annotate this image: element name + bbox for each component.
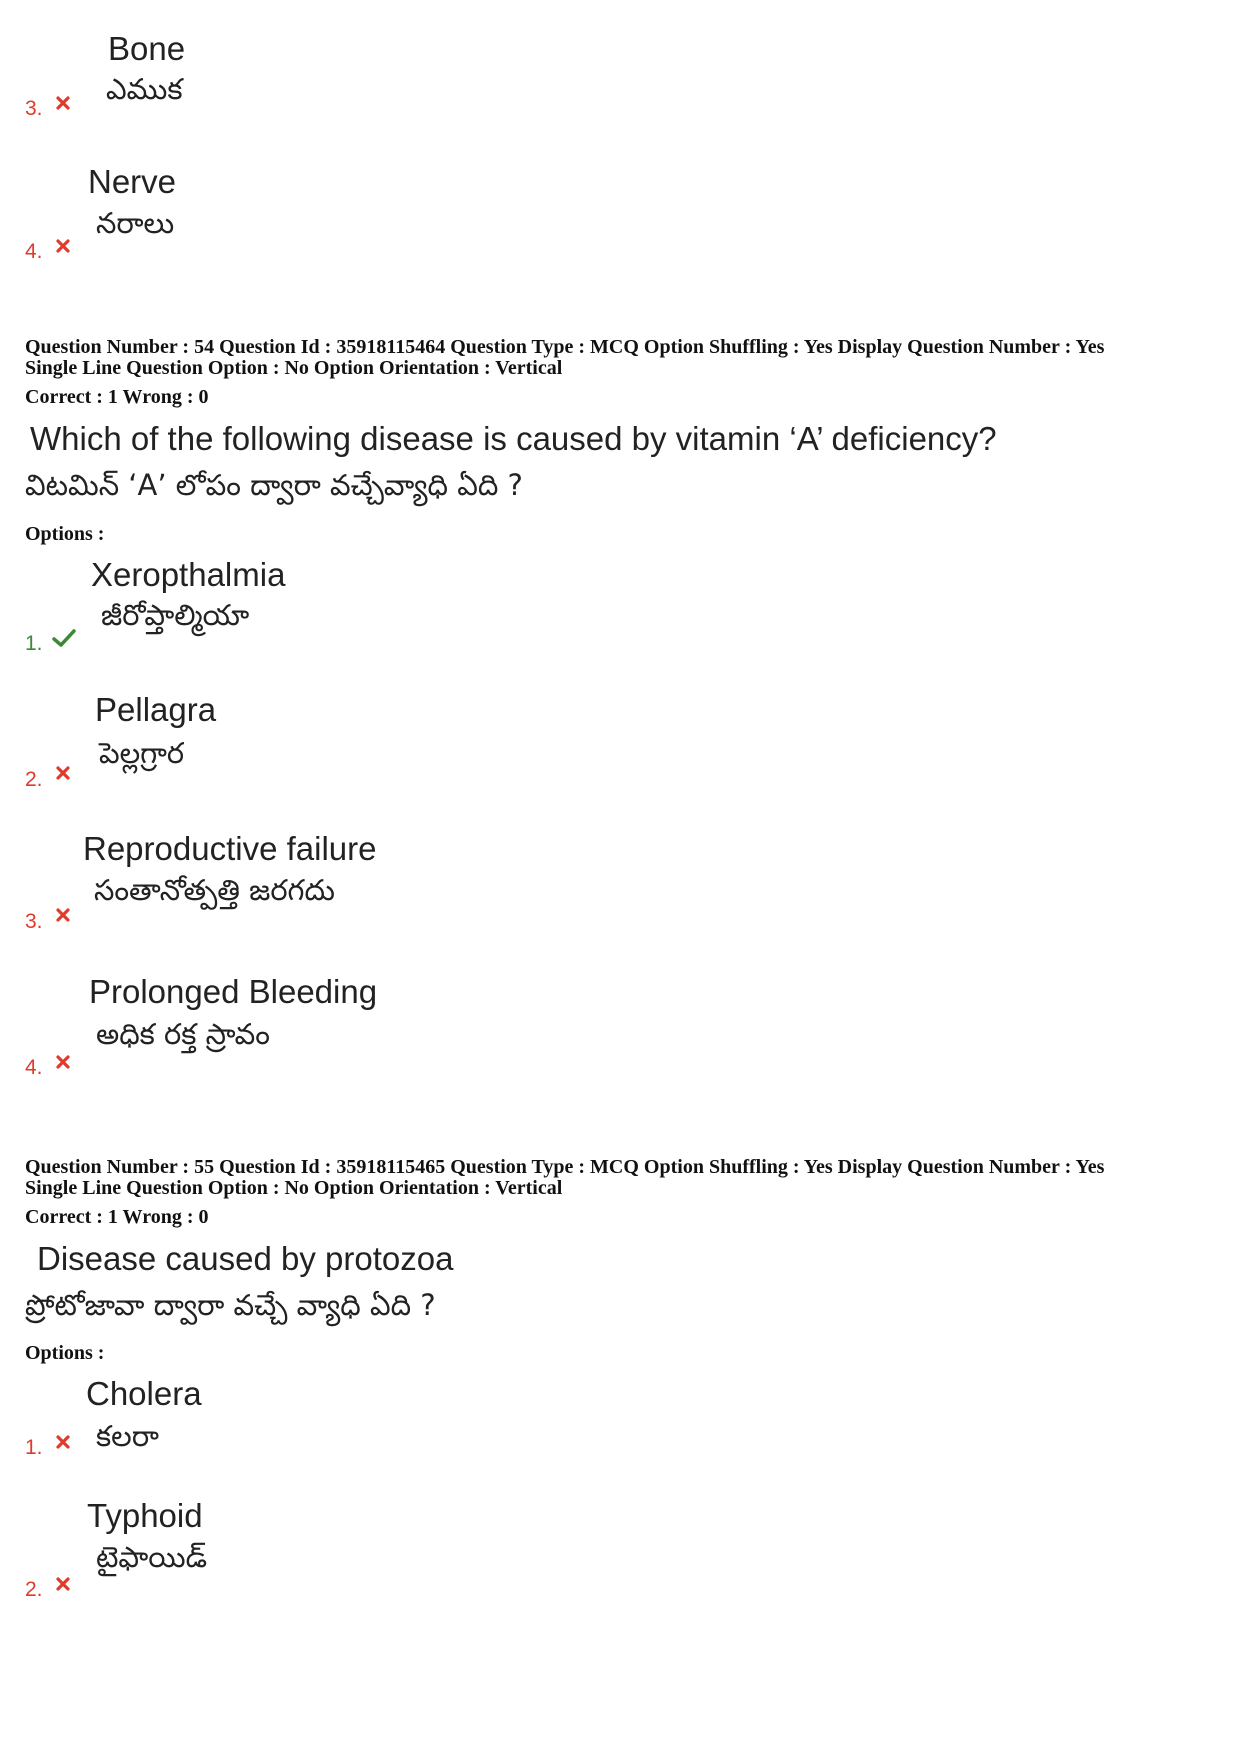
option-number: 1. <box>25 1436 43 1459</box>
option-text-te: జీరోప్తాల్మియా <box>101 598 250 632</box>
cross-icon <box>56 96 70 115</box>
option-text-en: Cholera <box>86 1375 202 1412</box>
option-number: 4. <box>25 240 43 263</box>
option-text-te: పెల్లగ్రార <box>99 736 185 770</box>
option-number: 1. <box>25 632 43 655</box>
options-label: Options : <box>25 1342 105 1364</box>
question-text-te: విటమిన్ ‘A’ లోపం ద్వారా వచ్చేవ్యాధి ఏది ? <box>25 468 523 502</box>
check-icon <box>52 628 76 653</box>
option-number: 3. <box>25 910 43 933</box>
option-text-en: Xeropthalmia <box>91 556 286 593</box>
question-meta-line-1: Question Number : 54 Question Id : 35918115464 Question Type : MCQ Option Shuffling : Yes Display Question Number : Yes <box>25 336 1105 358</box>
question-text-te: ప్రోటోజావా ద్వారా వచ్చే వ్యాధి ఏది ? <box>25 1288 436 1322</box>
question-meta-line-2: Single Line Question Option : No Option Orientation : Vertical <box>25 1177 563 1199</box>
option-text-te: సంతానోత్పత్తి జరగదు <box>94 873 335 907</box>
question-meta-line-1: Question Number : 55 Question Id : 35918115465 Question Type : MCQ Option Shuffling : Yes Display Question Number : Yes <box>25 1156 1105 1178</box>
option-text-en: Reproductive failure <box>83 830 377 867</box>
cross-icon <box>56 908 70 927</box>
cross-icon <box>56 766 70 785</box>
option-number: 2. <box>25 1578 43 1601</box>
options-label: Options : <box>25 523 105 545</box>
option-text-te: అధిక రక్త స్రావం <box>96 1017 270 1051</box>
option-text-en: Pellagra <box>95 691 217 728</box>
question-marks: Correct : 1 Wrong : 0 <box>25 386 209 408</box>
option-text-te: ఎముక <box>106 72 183 106</box>
option-text-en: Typhoid <box>87 1497 203 1534</box>
cross-icon <box>56 1577 70 1596</box>
cross-icon <box>56 1435 70 1454</box>
option-text-te: నరాలు <box>96 206 175 240</box>
question-text-en: Disease caused by protozoa <box>37 1240 454 1277</box>
option-number: 4. <box>25 1056 43 1079</box>
cross-icon <box>56 1055 70 1074</box>
question-meta-line-2: Single Line Question Option : No Option Orientation : Vertical <box>25 357 563 379</box>
option-text-en: Nerve <box>88 163 177 200</box>
option-text-te: టైఫాయిడ్ <box>96 1540 208 1574</box>
option-number: 2. <box>25 768 43 791</box>
question-marks: Correct : 1 Wrong : 0 <box>25 1206 209 1228</box>
option-text-en: Bone <box>108 30 186 67</box>
option-number: 3. <box>25 97 43 120</box>
cross-icon <box>56 239 70 258</box>
option-text-te: కలరా <box>96 1419 159 1453</box>
option-text-en: Prolonged Bleeding <box>89 973 378 1010</box>
question-text-en: Which of the following disease is caused by vitamin ‘A’ deficiency? <box>30 420 997 457</box>
